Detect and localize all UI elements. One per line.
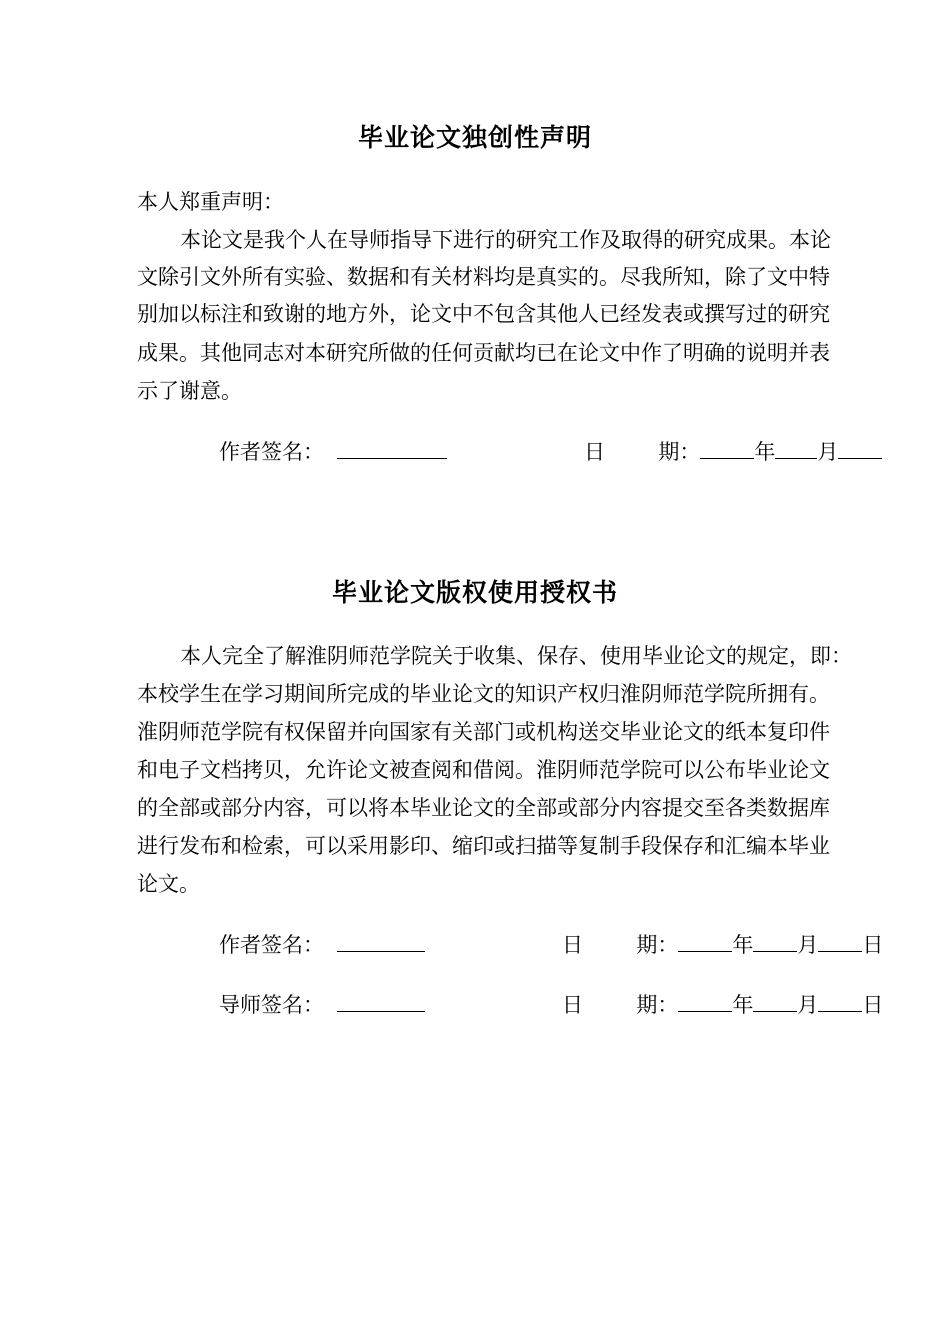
month-field[interactable] bbox=[753, 931, 797, 952]
author-signature-label: 作者签名： bbox=[219, 933, 324, 957]
declaration-author-signature bbox=[219, 438, 447, 466]
advisor-signature-field[interactable] bbox=[337, 991, 425, 1012]
month-label: 月 bbox=[797, 993, 819, 1017]
year-field[interactable] bbox=[678, 931, 732, 952]
date-label-ri: 日 bbox=[584, 440, 605, 464]
authorization-advisor-date bbox=[562, 991, 883, 1019]
declaration-date bbox=[584, 438, 882, 466]
year-field[interactable] bbox=[678, 991, 732, 1012]
day-label: 日 bbox=[862, 933, 884, 957]
date-label-qi: 期： bbox=[658, 440, 701, 464]
date-label-qi: 期： bbox=[636, 933, 679, 957]
declaration-line: 示了谢意。 bbox=[137, 379, 242, 403]
authorization-title: 毕业论文版权使用授权书 bbox=[331, 578, 618, 607]
month-label: 月 bbox=[797, 933, 819, 957]
year-label: 年 bbox=[754, 440, 776, 464]
authorization-line: 本人完全了解淮阴师范学院关于收集、保存、使用毕业论文的规定，即： bbox=[180, 644, 852, 668]
day-field[interactable] bbox=[838, 438, 882, 459]
day-field[interactable] bbox=[818, 931, 862, 952]
declaration-line: 文除引文外所有实验、数据和有关材料均是真实的。尽我所知，除了文中特 bbox=[137, 265, 830, 289]
authorization-line: 淮阴师范学院有权保留并向国家有关部门或机构送交毕业论文的纸本复印件 bbox=[137, 720, 830, 744]
author-signature-label: 作者签名： bbox=[219, 440, 324, 464]
declaration-line: 本论文是我个人在导师指导下进行的研究工作及取得的研究成果。本论 bbox=[180, 228, 831, 252]
authorization-line: 和电子文档拷贝，允许论文被查阅和借阅。淮阴师范学院可以公布毕业论文 bbox=[137, 758, 830, 782]
authorization-line: 进行发布和检索，可以采用影印、缩印或扫描等复制手段保存和汇编本毕业 bbox=[137, 834, 830, 858]
month-label: 月 bbox=[817, 440, 839, 464]
declaration-title: 毕业论文独创性声明 bbox=[357, 123, 592, 152]
advisor-signature-label: 导师签名： bbox=[219, 993, 324, 1017]
month-field[interactable] bbox=[753, 991, 797, 1012]
declaration-line: 别加以标注和致谢的地方外，论文中不包含其他人已经发表或撰写过的研究 bbox=[137, 302, 830, 326]
authorization-line: 论文。 bbox=[137, 872, 200, 896]
authorization-author-date bbox=[562, 931, 883, 959]
author-signature-field[interactable] bbox=[337, 438, 447, 459]
authorization-line: 的全部或部分内容，可以将本毕业论文的全部或部分内容提交至各类数据库 bbox=[137, 796, 830, 820]
authorization-line: 本校学生在学习期间所完成的毕业论文的知识产权归淮阴师范学院所拥有。 bbox=[137, 682, 830, 706]
year-label: 年 bbox=[732, 933, 754, 957]
year-field[interactable] bbox=[700, 438, 754, 459]
declaration-intro: 本人郑重声明： bbox=[137, 190, 284, 214]
authorization-advisor-signature bbox=[219, 991, 425, 1019]
date-label-ri: 日 bbox=[562, 933, 583, 957]
author-signature-field[interactable] bbox=[337, 931, 425, 952]
month-field[interactable] bbox=[775, 438, 817, 459]
declaration-line: 成果。其他同志对本研究所做的任何贡献均已在论文中作了明确的说明并表 bbox=[137, 341, 830, 365]
date-label-ri: 日 bbox=[562, 993, 583, 1017]
date-label-qi: 期： bbox=[636, 993, 679, 1017]
year-label: 年 bbox=[732, 993, 754, 1017]
day-field[interactable] bbox=[818, 991, 862, 1012]
day-label: 日 bbox=[862, 993, 884, 1017]
authorization-author-signature bbox=[219, 931, 425, 959]
